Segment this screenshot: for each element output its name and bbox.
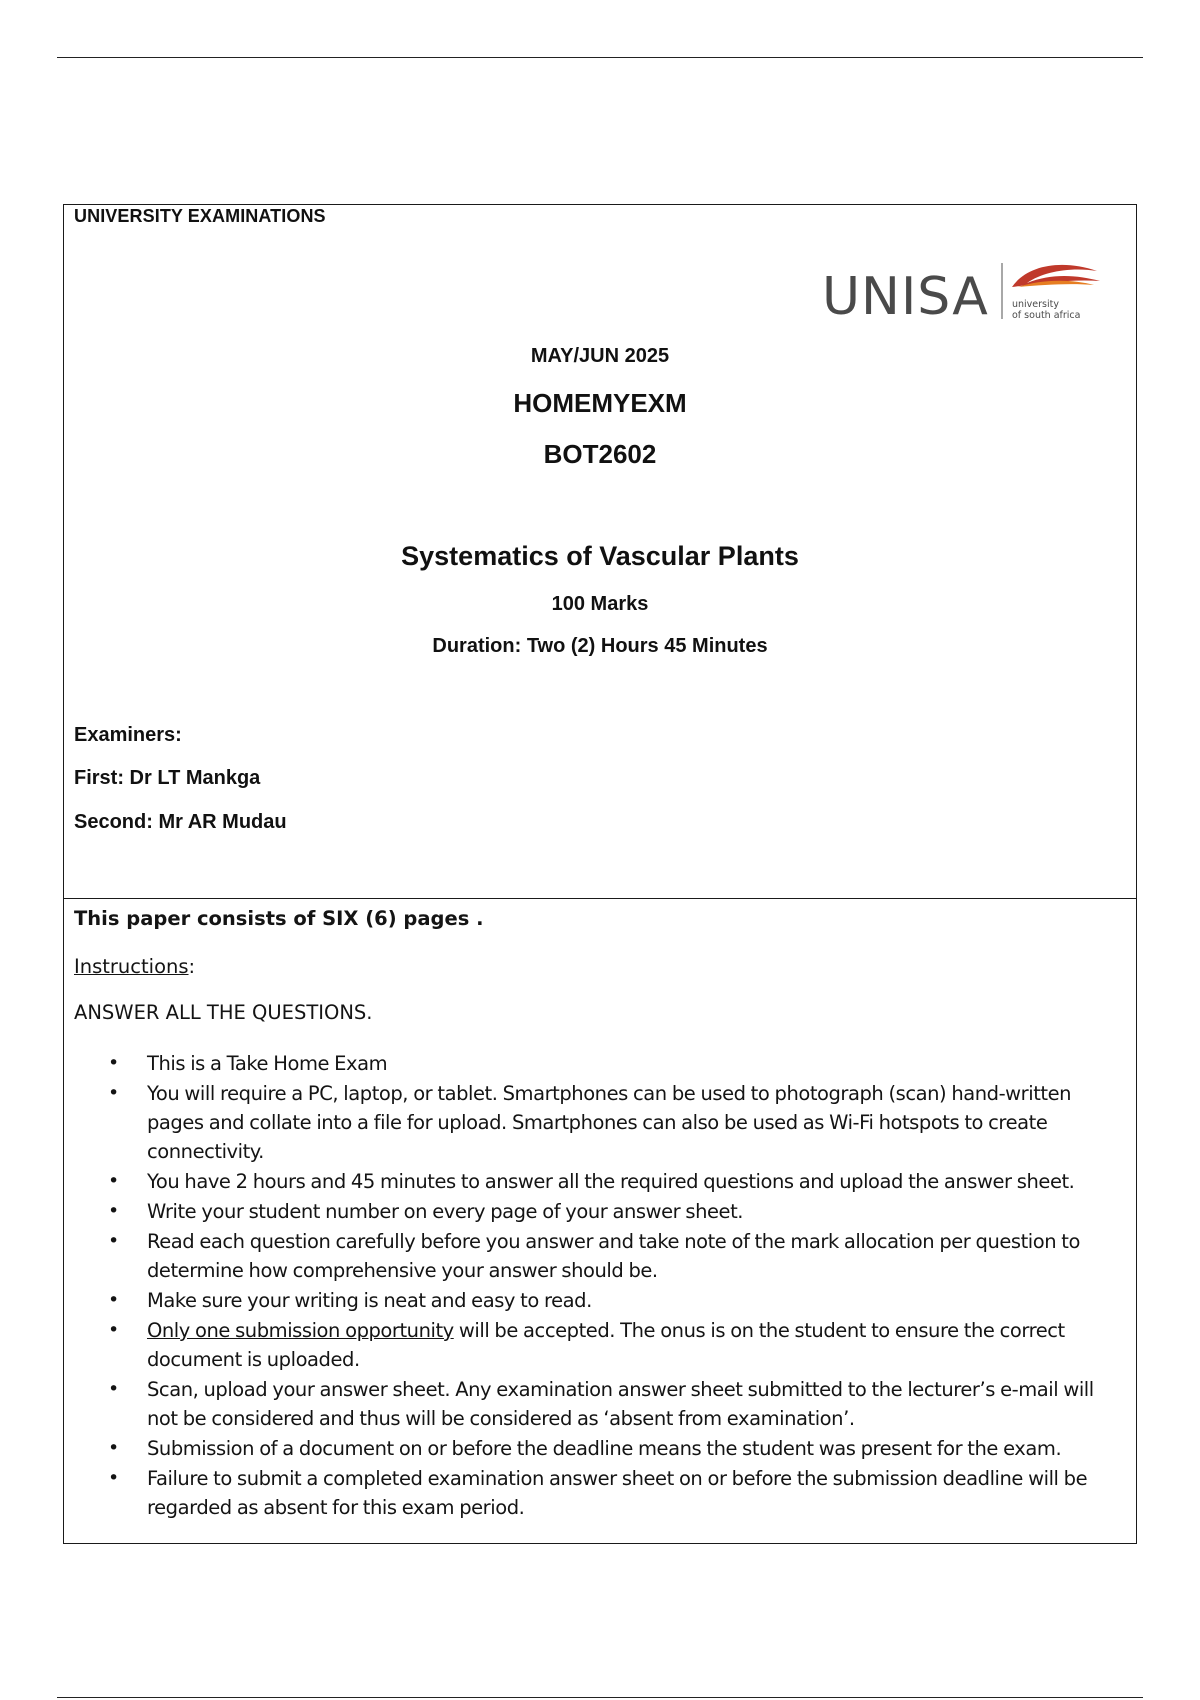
module-title: Systematics of Vascular Plants — [401, 541, 799, 571]
instruction-item: • Read each question carefully before you answer and take note of the mark allocation per question to determine how comprehensive your answer should be. — [74, 1227, 1126, 1285]
instruction-item: • Failure to submit a completed examination answer sheet on or before the submission deadline will be regarded as absent for this exam period. — [74, 1464, 1126, 1522]
instruction-list — [74, 1049, 1126, 1523]
top-rule — [57, 57, 1143, 58]
submission-rest: will be accepted. The onus is on the student to ensure the correct document is uploaded. — [147, 1319, 1065, 1371]
unisa-logo-wordmark: UNISA — [822, 267, 989, 327]
answer-all-directive: ANSWER ALL THE QUESTIONS. — [74, 1001, 373, 1024]
page-count-note: This paper consists of SIX (6) pages . — [74, 907, 484, 930]
instructions-heading-text: Instructions — [74, 955, 189, 978]
unisa-logo — [822, 257, 1122, 327]
exam-duration: Duration: Two (2) Hours 45 Minutes — [432, 635, 768, 657]
submission-emphasis: Only one submission opportunity — [147, 1319, 454, 1342]
cover-header-section — [64, 205, 1136, 899]
module-code: BOT2602 — [543, 439, 657, 469]
university-examinations-label: UNIVERSITY EXAMINATIONS — [74, 206, 326, 226]
instruction-item: • Make sure your writing is neat and easy to read. — [74, 1286, 1126, 1315]
instruction-item: • Submission of a document on or before the deadline means the student was present for the exam. — [74, 1434, 1126, 1463]
instructions-heading — [74, 955, 195, 978]
first-examiner: First: Dr LT Mankga — [74, 767, 261, 789]
bottom-rule — [57, 1697, 1143, 1698]
instructions-heading-colon: : — [188, 955, 196, 978]
second-examiner: Second: Mr AR Mudau — [74, 811, 287, 833]
logo-tagline-1: university — [1012, 299, 1059, 310]
instruction-item: • You have 2 hours and 45 minutes to answer all the required questions and upload the answer sheet. — [74, 1167, 1126, 1196]
instruction-item: • This is a Take Home Exam — [74, 1049, 1126, 1078]
exam-code: HOMEMYEXM — [513, 388, 687, 418]
instruction-item: • Write your student number on every page of your answer sheet. — [74, 1197, 1126, 1226]
logo-tagline-2: of south africa — [1012, 310, 1081, 321]
instruction-item: • Scan, upload your answer sheet. Any examination answer sheet submitted to the lecturer’s e-mail will not be considered and thus will be considered as ‘absent from examination’. — [74, 1375, 1126, 1433]
instruction-item: • You will require a PC, laptop, or tablet. Smartphones can be used to photograph (scan) hand-written pages and collate into a file for upload. Smartphones can also be used as Wi-Fi hotspots to create connectivity. — [74, 1079, 1126, 1166]
instruction-item-submission — [74, 1316, 1126, 1374]
exam-session: MAY/JUN 2025 — [530, 345, 670, 367]
exam-cover-box — [63, 204, 1137, 1544]
total-marks: 100 Marks — [551, 593, 649, 615]
examiners-heading: Examiners: — [74, 724, 182, 746]
